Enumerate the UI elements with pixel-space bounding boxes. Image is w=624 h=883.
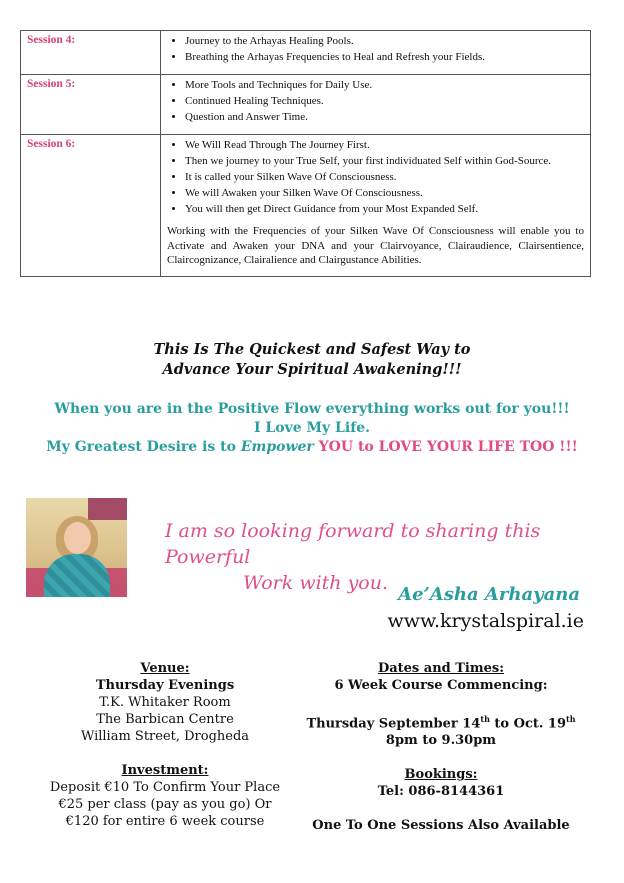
- session-item: • We Will Read Through The Journey First.: [185, 138, 584, 152]
- website-link[interactable]: www.krystalspiral.ie: [387, 610, 584, 632]
- bookings-tel[interactable]: Tel: 086-8144361: [377, 784, 505, 800]
- flow-line: When you are in the Positive Flow everything works out for you!!!: [54, 401, 570, 417]
- session-item: • Then we journey to your True Self, your first individuated Self within God-Source.: [185, 154, 584, 168]
- investment-deposit: Deposit €10 To Confirm Your Place: [49, 780, 281, 795]
- session-row: [21, 75, 591, 135]
- tagline-line: This Is The Quickest and Safest Way to: [153, 341, 471, 358]
- venue-room: T.K. Whitaker Room: [99, 695, 231, 710]
- flow-message: [0, 400, 624, 457]
- session-content: [161, 75, 591, 135]
- venue-heading: Venue:: [140, 661, 190, 676]
- session-label: Session 5:: [21, 75, 161, 135]
- session-paragraph: Working with the Frequencies of your Silken Wave Of Consciousness will enable you to Activate and Awaken your DNA and your Clairvoyance, Clairaudience, Clairsentience, Claircognizance, Clairalience and Clairgustance Abilities.: [167, 225, 584, 266]
- investment-heading: Investment:: [121, 763, 209, 778]
- venue-investment-column: [20, 660, 310, 830]
- start-sup: th: [480, 714, 490, 724]
- session-item: • Journey to the Arhayas Healing Pools.: [185, 34, 584, 48]
- quote-line: I am so looking forward to sharing this Powerful: [165, 520, 541, 568]
- venue-centre: The Barbican Centre: [96, 712, 234, 727]
- session-item: • We will Awaken your Silken Wave Of Consciousness.: [185, 186, 584, 200]
- session-item: • Breathing the Arhayas Frequencies to Heal and Refresh your Fields.: [185, 50, 584, 64]
- session-item: • Question and Answer Time.: [185, 110, 584, 124]
- sessions-table: [20, 30, 591, 277]
- dates-heading: Dates and Times:: [377, 661, 505, 676]
- end-sup: th: [566, 714, 576, 724]
- bookings-heading: Bookings:: [404, 767, 478, 783]
- tagline-line: Advance Your Spiritual Awakening!!!: [162, 361, 462, 378]
- dress: [44, 554, 110, 597]
- dates-bookings-column: [296, 660, 586, 834]
- dates-commencing: 6 Week Course Commencing:: [334, 678, 548, 693]
- session-label: Session 6:: [21, 135, 161, 277]
- session-item: • More Tools and Techniques for Daily Use.: [185, 78, 584, 92]
- flow-line: [0, 438, 624, 457]
- investment-per-class: €25 per class (pay as you go) Or: [58, 797, 272, 812]
- tagline: [0, 340, 624, 380]
- session-content: [161, 31, 591, 75]
- one-to-one-note: One To One Sessions Also Available: [312, 818, 570, 834]
- flow-you-to: YOU to: [313, 439, 379, 455]
- author-photo: [26, 498, 127, 597]
- venue-address: William Street, Drogheda: [80, 729, 250, 744]
- session-item: • Continued Healing Techniques.: [185, 94, 584, 108]
- session-label: Session 4:: [21, 31, 161, 75]
- flow-prefix: My Greatest Desire is to: [46, 439, 241, 455]
- flow-line: I Love My Life.: [254, 420, 370, 436]
- quote-line: Work with you.: [243, 572, 389, 594]
- flow-empower: Empower: [240, 439, 314, 455]
- start-date: Thursday September 14: [306, 716, 481, 732]
- signature: Ae’Asha Arhayana: [398, 584, 580, 605]
- wall-art: [88, 498, 127, 520]
- session-content: [161, 135, 591, 277]
- dates-time: 8pm to 9.30pm: [385, 733, 497, 749]
- session-row: [21, 31, 591, 75]
- venue-day: Thursday Evenings: [95, 678, 235, 693]
- end-date: to Oct. 19: [489, 716, 567, 732]
- session-item: • You will then get Direct Guidance from your Most Expanded Self.: [185, 202, 584, 216]
- dates-range: [296, 711, 586, 732]
- flow-love: LOVE YOUR LIFE TOO !!!: [378, 439, 578, 455]
- investment-full: €120 for entire 6 week course: [65, 814, 265, 829]
- session-item: • It is called your Silken Wave Of Consciousness.: [185, 170, 584, 184]
- session-row: [21, 135, 591, 277]
- face: [64, 522, 91, 554]
